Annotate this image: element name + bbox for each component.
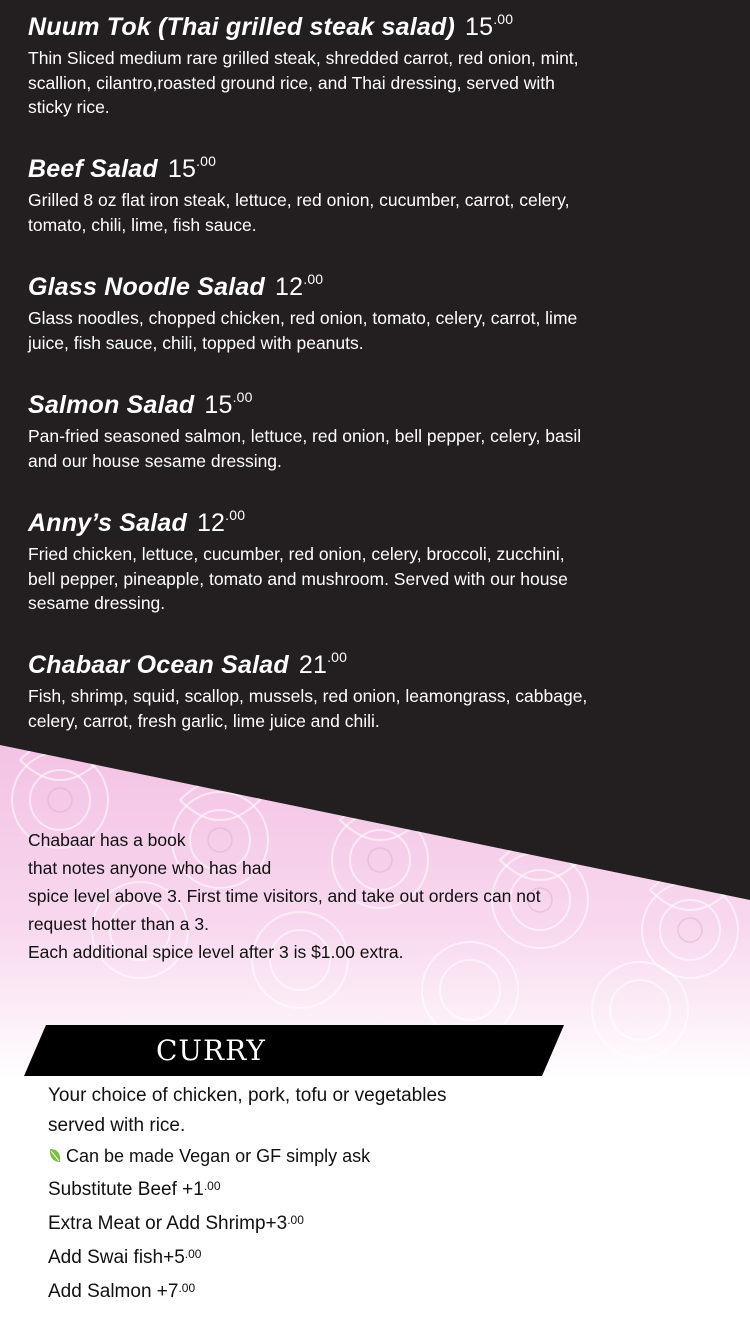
item-price: $12^{.00}$ <box>275 271 324 301</box>
salad-item <box>28 264 728 355</box>
curry-details: Your choice of chicken, pork, tofu or vegetables served with rice. Can be made Vegan or GF simply ask Substitute Beef $+1^{.00}$ Extra Meat or Add $Shrimp+3^{.00}$ Add Swai $fish+5^{.00}$ Add Salmon $+7^{.00}$ <box>48 1081 708 1307</box>
vegan-note: Can be made Vegan or GF simply ask <box>48 1141 708 1171</box>
addon-item: Add Swai $fish+5^{.00}$ <box>48 1247 202 1268</box>
item-name: Chabaar Ocean Salad <box>28 651 289 679</box>
item-heading <box>28 4 728 42</box>
item-heading <box>28 146 728 184</box>
item-price: $15^{.00}$ <box>167 153 217 183</box>
item-price: $15^{.00}$ <box>465 11 514 41</box>
item-description: Grilled 8 oz flat iron steak, lettuce, red onion, cucumber, carrot, celery, tomato, chili, lime, fish sauce. <box>28 190 570 235</box>
salad-item <box>28 642 728 733</box>
item-name: Nuum Tok (Thai grilled steak salad) <box>28 13 455 41</box>
item-heading <box>28 264 728 302</box>
salad-item <box>28 146 728 237</box>
salad-item <box>28 382 728 473</box>
item-description: Glass noodles, chopped chicken, red onion, tomato, celery, carrot, lime juice, fish sauce, chili, topped with peanuts. <box>28 308 578 353</box>
section-title-curry: CURRY <box>156 1034 266 1067</box>
item-price: $21^{.00}$ <box>298 649 348 679</box>
leaf-icon <box>48 1148 62 1164</box>
item-description: Fish, shrimp, squid, scallop, mussels, red onion, leamongrass, cabbage, celery, carrot, fresh garlic, lime juice and chili. <box>28 686 588 731</box>
item-description: Fried chicken, lettuce, cucumber, red onion, celery, broccoli, zucchini, bell pepper, pineapple, tomato and mushroom. Served with our house sesame dressing. <box>28 544 568 613</box>
salad-item <box>28 4 728 120</box>
item-name: Salmon Salad <box>28 391 195 419</box>
item-name: Glass Noodle Salad <box>28 273 266 301</box>
item-price: $12^{.00}$ <box>196 507 246 537</box>
addon-item: Substitute Beef $+1^{.00}$ <box>48 1179 221 1200</box>
item-description: Thin Sliced medium rare grilled steak, shredded carrot, red onion, mint, scallion, cilantro,roasted ground rice, and Thai dressing, served with sticky rice. <box>28 48 579 117</box>
item-heading <box>28 382 728 420</box>
item-description: Pan-fried seasoned salmon, lettuce, red onion, bell pepper, celery, basil and our house sesame dressing. <box>28 426 582 471</box>
salad-item <box>28 500 728 616</box>
item-price: $15^{.00}$ <box>204 389 253 419</box>
item-name: Anny’s Salad <box>28 509 187 537</box>
addon-item: Add Salmon $+7^{.00}$ <box>48 1281 196 1302</box>
item-heading <box>28 642 728 680</box>
addon-item: Extra Meat or Add $Shrimp+3^{.00}$ <box>48 1213 304 1234</box>
spice-level-note: Chabaar has a book that notes anyone who has had spice level above 3. First time visitors, and take out orders can not request hotter than a 3. Each additional spice level after 3 is $1.00 extra. <box>28 830 541 962</box>
item-name: Beef Salad <box>28 155 158 183</box>
curry-banner <box>24 1025 564 1076</box>
item-heading <box>28 500 728 538</box>
